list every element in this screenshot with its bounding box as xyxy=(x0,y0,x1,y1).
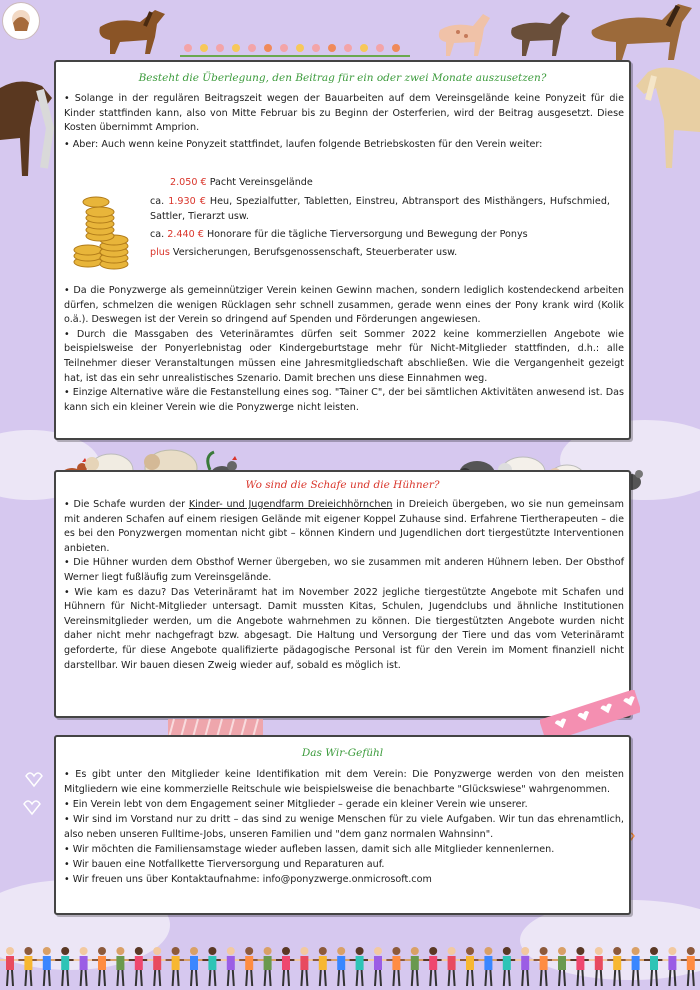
bullet-text: • Wir möchten die Familiensamstage wieder aufleben lassen, damit sich alle Mitglieder kennenlernen. xyxy=(64,844,555,855)
person-figure xyxy=(478,947,498,986)
club-logo xyxy=(2,2,40,40)
plus-word: plus xyxy=(150,247,170,258)
cost-item xyxy=(150,174,610,192)
bullet-text: • Ein Verein lebt von dem Engagement seiner Mitglieder – gerade ein kleiner Verein wie unserer. xyxy=(64,799,528,810)
paragraph-group xyxy=(64,498,624,673)
cost-item xyxy=(150,244,610,262)
panel-contribution xyxy=(54,60,631,440)
person-figure xyxy=(129,947,149,986)
section-title: Das Wir-Gefühl xyxy=(301,747,384,759)
person-figure xyxy=(386,947,406,986)
person-figure xyxy=(423,947,443,986)
bullet-text: • Durch die Massgaben des Veterinäramtes dürfen seit Sommer 2022 keine kommerziellen Angebote wie beispielsweise der Ponyerlebnistag oder Kindergeburtstage mehr für Nicht-Mitglieder stattfinden, d.h.: alle Teilnehmer dieser Veranstaltungen müssen eine Jahresmitgliedschaft abschließen. Wie die Vergangenheit gezeigt hat, ist das ein sehr unrealistisches Szenario. Damit brechen uns diese Einnahmen weg. xyxy=(64,328,624,384)
person-figure xyxy=(331,947,351,986)
person-figure xyxy=(239,947,259,986)
farm-link[interactable]: Kinder- und Jugendfarm Dreieichhörnchen xyxy=(188,499,393,510)
bullet-text: • Wie kam es dazu? Das Veterinäramt hat im November 2022 jegliche tiergestützte Angebote mit Schafen und Hühnern für Nicht-Mitglieder untersagt. Damit mussten Kitas, Schulen, Jugendclubs und ähnliche Institutionen Vereinsmitglieder werden, um die Angebote wahrnehmen zu können. Die tiergestützten Angebote wurden nicht daher nicht mehr nachgefragt bzw. abgesagt. Die Haltung und Versorgung der Tiere und das vom Veterinäramt geforderte, für diese Angebote qualifizierte pädagogische Personal ist für den Verein im Moment finanziell nicht darstellbar. Wir bauen diesen Zweig wieder auf, sobald es möglich ist. xyxy=(64,586,624,671)
cost-text: Pacht Vereinsgelände xyxy=(209,177,313,188)
person-figure xyxy=(350,947,370,986)
bullet-text-end: in Dreieich übergeben, wo sie nun gemeinsam mit anderen Schafen auf einem riesigen Gelände mit eigener Koppel Zuhause sind. Erfahrene Tiertherapeuten – die es bei den Ponyzwergen momentan nicht gibt – können Kindern und Jugendlichen dort tiergestützte Interventionen anbieten. xyxy=(64,499,624,554)
person-figure xyxy=(681,947,700,986)
cost-text: Heu, Spezialfutter, Tabletten, Einstreu, Abtransport des Misthängers, Hufschmied, Sattler, Tierarzt usw. xyxy=(150,196,610,222)
paragraph-group xyxy=(64,767,624,887)
person-figure xyxy=(221,947,241,986)
cost-item xyxy=(150,226,610,244)
cost-prefix: ca. xyxy=(150,196,165,207)
cost-amount: 2.440 € xyxy=(167,229,204,240)
bullet-text: • Es gibt unter den Mitglieder keine Identifikation mit dem Verein: Die Ponyzwerge werden von den meisten Mitgliedern wie eine kommerzielle Reitschule wie beispielsweise die benachbarte "Glückswiese" wahrgenommen. xyxy=(64,769,624,795)
person-figure xyxy=(570,947,590,986)
person-figure xyxy=(18,947,38,986)
person-figure xyxy=(644,947,664,986)
bullet-text: • Die Hühner wurden dem Obsthof Werner übergeben, wo sie zusammen mit anderen Hühnern leben. Der Obsthof Werner liegt fußläufig zum Vereinsgelände. xyxy=(64,557,624,583)
horse-icon xyxy=(428,8,498,58)
cost-item xyxy=(150,194,610,224)
horse-icon xyxy=(630,50,700,170)
bullet-text: • Wir freuen uns über Kontaktaufnahme: info@ponyzwerge.onmicrosoft.com xyxy=(64,874,432,885)
horse-icon xyxy=(85,2,175,57)
panel-sheep-chickens xyxy=(54,470,631,718)
person-figure xyxy=(184,947,204,986)
person-figure xyxy=(147,947,167,986)
person-figure xyxy=(110,947,130,986)
cost-text: Honorare für die tägliche Tierversorgung und Bewegung der Ponys xyxy=(206,229,528,240)
paragraph-group xyxy=(64,284,624,415)
heart-icon xyxy=(18,770,48,830)
person-figure xyxy=(55,947,75,986)
person-figure xyxy=(92,947,112,986)
person-figure xyxy=(626,947,646,986)
person-figure xyxy=(313,947,333,986)
bullet-text: • Einzige Alternative wäre die Festanstellung eines sog. "Tainer C", der bei sämtlichen Aktivitäten anwesend ist. Das kann sich ein kleiner Verein wie die Ponyzwerge nicht leisten. xyxy=(64,387,624,413)
person-figure xyxy=(662,947,682,986)
section-title: Besteht die Überlegung, den Beitrag für ein oder zwei Monate auszusetzen? xyxy=(138,72,547,84)
cost-prefix: ca. xyxy=(150,229,165,240)
horse-icon xyxy=(0,68,58,178)
person-figure xyxy=(368,947,388,986)
person-figure xyxy=(276,947,296,986)
bullet-text: • Solange in der regulären Beitragszeit wegen der Bauarbeiten auf dem Vereinsgelände keine Ponyzeit für die Kinder stattfinden kann, also von Mitte Februar bis zu Beginn der Osterferien, wird der Beitrag ausgesetzt. Diese Kosten übernimmt Amprion. xyxy=(64,93,624,134)
cost-amount: 1.930 € xyxy=(168,196,206,207)
panel-we-feeling xyxy=(54,735,631,915)
people-chain-icon xyxy=(0,944,700,990)
person-figure xyxy=(37,947,57,986)
washi-tape xyxy=(540,690,640,740)
person-figure xyxy=(74,947,94,986)
horse-icon xyxy=(500,6,580,58)
bullet-text: • Aber: Auch wenn keine Ponyzeit stattfindet, laufen folgende Betriebskosten für den Verein weiter: xyxy=(64,138,543,150)
person-figure xyxy=(294,947,314,986)
bullet-text: • Wir bauen eine Notfallkette Tierversorgung und Reparaturen auf. xyxy=(64,859,385,870)
flower-row xyxy=(180,40,410,60)
section-title: Wo sind die Schafe und die Hühner? xyxy=(245,479,440,491)
person-figure xyxy=(497,947,517,986)
person-figure xyxy=(534,947,554,986)
person-figure xyxy=(202,947,222,986)
bullet-text-start: • Die Schafe wurden der xyxy=(64,499,189,510)
person-figure xyxy=(589,947,609,986)
person-figure xyxy=(405,947,425,986)
cost-amount: 2.050 € xyxy=(170,177,207,188)
person-figure xyxy=(515,947,535,986)
coins-icon xyxy=(66,192,136,272)
cost-text: Versicherungen, Berufsgenossenschaft, Steuerberater usw. xyxy=(172,247,458,258)
bullet-text xyxy=(64,498,624,556)
person-figure xyxy=(258,947,278,986)
bullet-text: • Da die Ponyzwerge als gemeinnütziger Verein keinen Gewinn machen, sondern lediglich kostendeckend arbeiten dürfen, schmelzen die wenigen Rücklagen sehr schnell zusammen, gerade wenn eines der Pony krank wird (Kolik o.ä.). Deswegen ist der Verein so dringend auf Spenden und Förderungen angewiesen. xyxy=(64,285,624,326)
person-figure xyxy=(166,947,186,986)
person-figure xyxy=(460,947,480,986)
person-figure xyxy=(552,947,572,986)
paragraph-group xyxy=(64,92,624,152)
person-figure xyxy=(607,947,627,986)
person-figure xyxy=(442,947,462,986)
person-figure xyxy=(0,947,20,986)
cost-list xyxy=(150,174,610,262)
bullet-text: • Wir sind im Vorstand nur zu dritt – das sind zu wenige Menschen für zu viele Aufgaben. Wir tun das ehrenamtlich, also neben unseren Fulltime-Jobs, unseren Familien und "dem ganz normalen Wahnsinn". xyxy=(64,814,624,840)
